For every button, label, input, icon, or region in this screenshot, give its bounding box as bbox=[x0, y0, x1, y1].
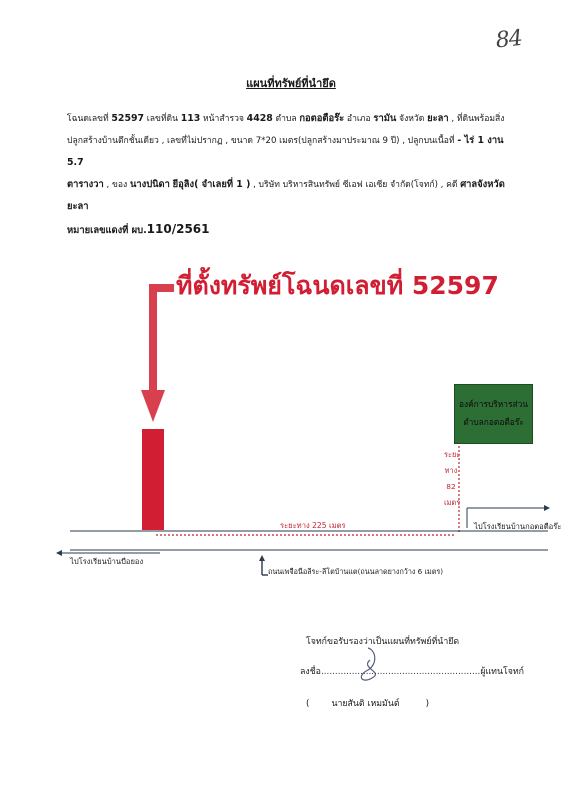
signer-name: นายสันติ เหมมันต์ bbox=[331, 699, 400, 709]
property-pointer-arrow bbox=[141, 284, 174, 422]
signer-open-paren: ( bbox=[306, 699, 310, 709]
text-fragment: อำเภอ bbox=[344, 114, 374, 124]
vertical-distance-label bbox=[444, 447, 461, 511]
area-rai: - ไร่ bbox=[457, 135, 475, 146]
property-location-headline: ที่ตั้งทรัพย์โฉนดเลขที่ 52597 bbox=[176, 271, 499, 300]
signer-name-line bbox=[306, 696, 429, 710]
signature-dots-right: ........................... bbox=[404, 667, 481, 677]
text-fragment: , ของ bbox=[103, 180, 130, 190]
case-number-label: หมายเลขแดงที่ bbox=[67, 225, 132, 236]
signature-prefix: ลงชื่อ bbox=[300, 667, 321, 677]
text-fragment: โฉนดเลขที่ bbox=[67, 114, 112, 124]
text-fragment: เลขที่ดิน bbox=[144, 114, 181, 124]
road-label-arrow bbox=[259, 555, 268, 575]
signature-dots-left: .............................. bbox=[320, 667, 405, 677]
text-fragment: ตำบล bbox=[272, 114, 300, 124]
right-direction-label: ไปโรงเรียนบ้านกอตอตือร๊ะ bbox=[474, 522, 562, 531]
area-wa: 5.7 bbox=[67, 157, 84, 168]
vertical-distance-unit: เมตร bbox=[444, 498, 461, 507]
horizontal-distance-label: ระยะทาง 225 เมตร bbox=[280, 521, 346, 530]
case-prefix: ผบ. bbox=[131, 225, 147, 236]
owner-first-name: นางปนิดา bbox=[129, 179, 170, 190]
province: ยะลา bbox=[427, 113, 449, 124]
area-ngan: 1 งาน bbox=[474, 135, 504, 146]
signature-line bbox=[300, 664, 524, 678]
signature-role: ผู้แทนโจทก์ bbox=[480, 667, 524, 677]
subdistrict-office-marker bbox=[454, 384, 533, 444]
text-fragment: หน้าสำรวจ bbox=[200, 114, 247, 124]
document-title: แผนที่ทรัพย์ที่นำยึด bbox=[246, 77, 336, 90]
office-label-line-2: ตำบลกอตอตือร๊ะ bbox=[463, 417, 524, 427]
vertical-distance-word: ระยะ bbox=[444, 450, 461, 459]
owner-last-name: ยีอุลิง( จำเลยที่ 1 ) bbox=[172, 179, 251, 190]
property-marker bbox=[142, 429, 164, 530]
subdistrict: กอตอตือร๊ะ bbox=[299, 113, 345, 124]
office-label-line-1: องค์การบริหารส่วน bbox=[458, 399, 529, 409]
area-unit: ตารางวา bbox=[67, 179, 104, 190]
survey-page: 4428 bbox=[246, 113, 273, 124]
text-fragment: , บริษัท บริหารสินทรัพย์ ซีเอฟ เอเซีย จำกัด(โจทก์) , คดี bbox=[250, 180, 461, 190]
land-number: 113 bbox=[180, 113, 201, 124]
signer-close-paren: ) bbox=[425, 699, 430, 709]
certification-statement: โจทก์ขอรับรองว่าเป็นแผนที่ทรัพย์ที่นำยึด bbox=[306, 637, 460, 647]
road-label: ถนนเพจือนือลีระ-ลีโตบ้านแต(ถนนลาดยางกว้าง 6 เมตร) bbox=[268, 567, 444, 576]
left-direction-label: ไปโรงเรียนบ้านบือยอง bbox=[70, 557, 144, 566]
text-fragment: จังหวัด bbox=[396, 114, 428, 124]
text-fragment: , ที่ดินพร้อมสิ่งปลูกสร้างบ้านตึกชั้นเดียว , เลขที่ไม่ปรากฏ , ขนาด 7*20 เมตร(ปลูกสร้างมาประมาณ 9 ปี) , ปลูกบนเนื้อที่ bbox=[67, 114, 505, 146]
deed-number: 52597 bbox=[111, 113, 145, 124]
page-number: 84 bbox=[494, 25, 524, 54]
case-number: 110/2561 bbox=[146, 222, 210, 236]
court-name: ศาลจังหวัดยะลา bbox=[67, 179, 505, 212]
vertical-distance-value: 82 bbox=[446, 482, 456, 491]
vertical-distance-word: ทาง bbox=[444, 466, 458, 475]
district: รามัน bbox=[373, 113, 397, 124]
